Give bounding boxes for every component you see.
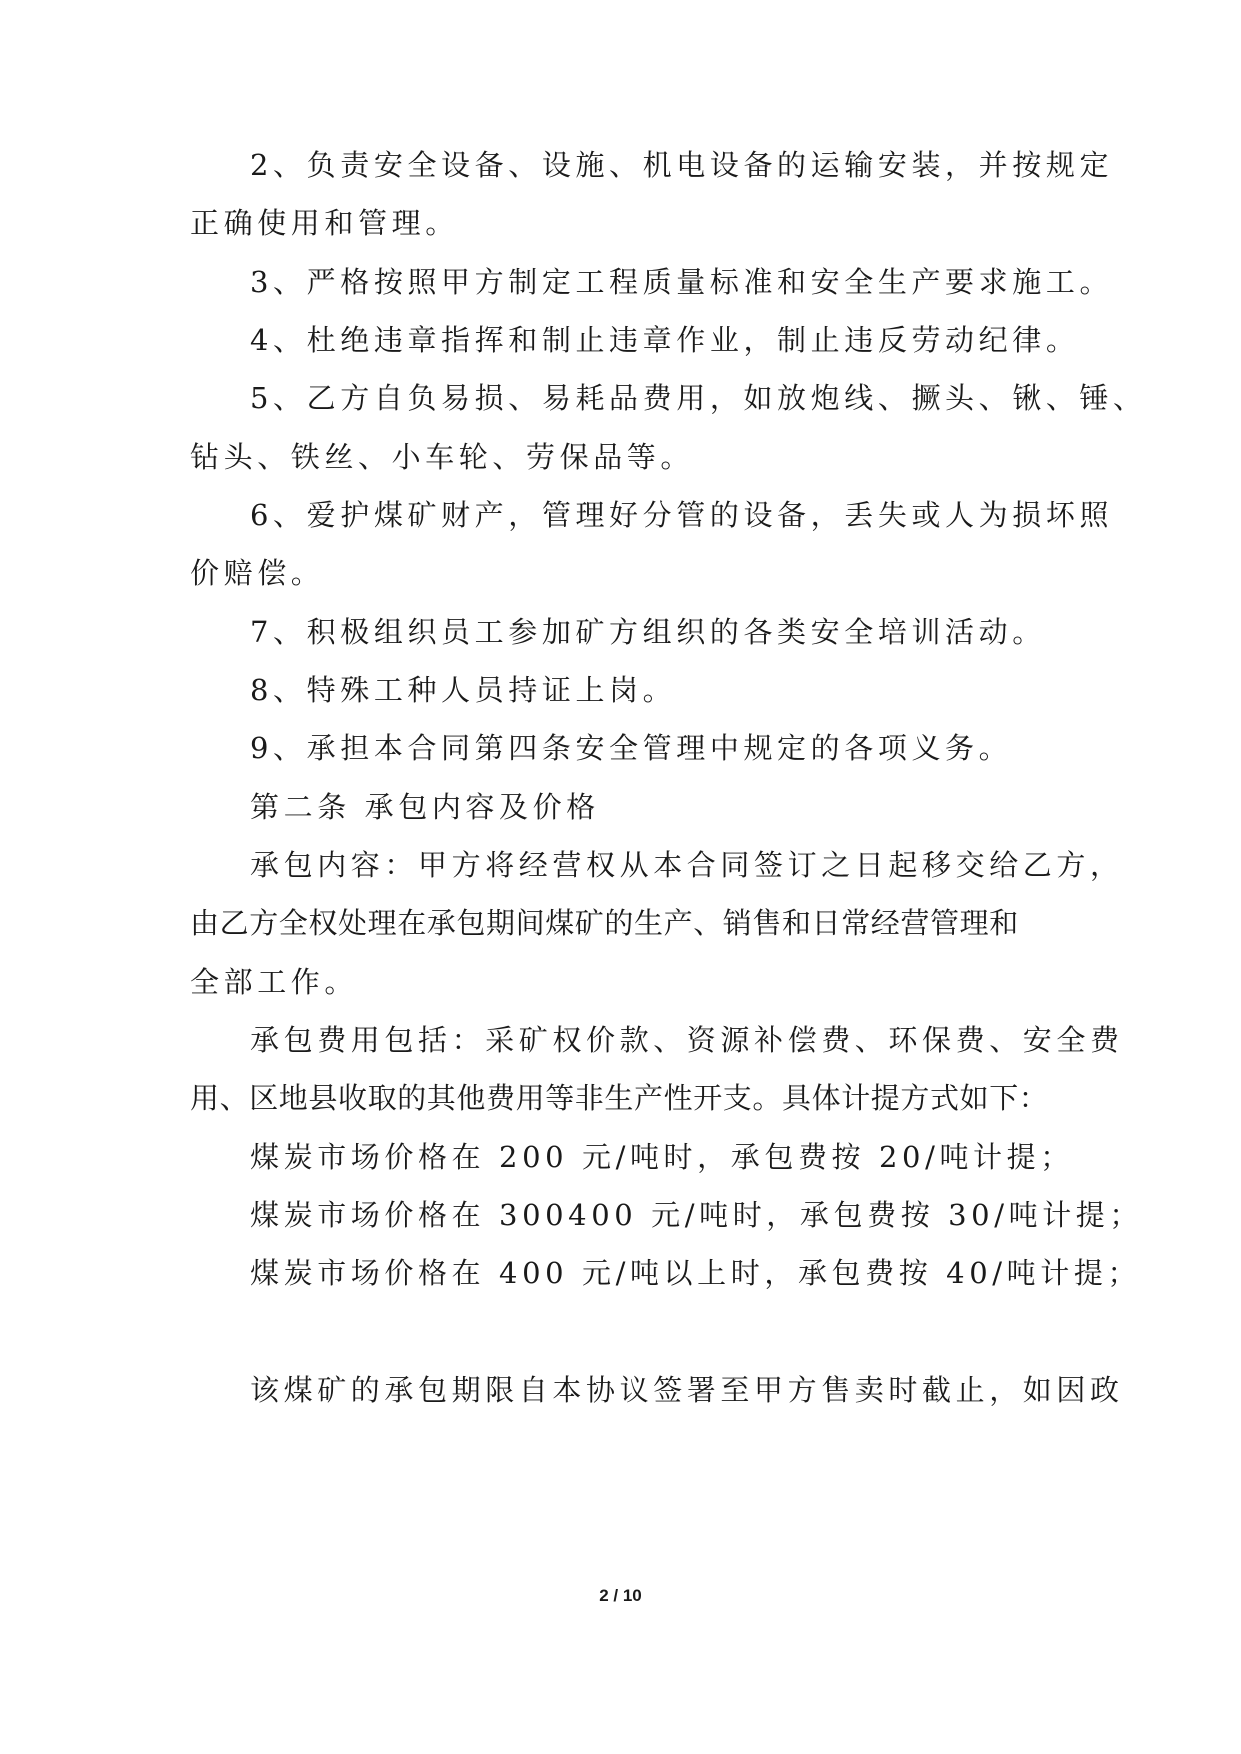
- paragraph-line: 由乙方全权处理在承包期间煤矿的生产、销售和日常经营管理和: [190, 906, 1019, 940]
- page-number: 2 / 10: [599, 1586, 642, 1605]
- paragraph-line: 4、杜绝违章指挥和制止违章作业，制止违反劳动纪律。: [250, 323, 1080, 357]
- paragraph-line: 正确使用和管理。: [190, 206, 459, 240]
- section-heading: 第二条 承包内容及价格: [250, 790, 600, 824]
- paragraph-line: 2、负责安全设备、设施、机电设备的运输安装，并按规定: [250, 148, 1114, 182]
- paragraph-line: 价赔偿。: [190, 556, 325, 590]
- paragraph-line: 承包费用包括：采矿权价款、资源补偿费、环保费、安全费: [250, 1023, 1124, 1057]
- paragraph-line: 7、积极组织员工参加矿方组织的各类安全培训活动。: [250, 615, 1046, 649]
- paragraph-line: 3、严格按照甲方制定工程质量标准和安全生产要求施工。: [250, 265, 1114, 299]
- paragraph-line: 用、区地县收取的其他费用等非生产性开支。具体计提方式如下：: [190, 1081, 1049, 1115]
- paragraph-line: 9、承担本合同第四条安全管理中规定的各项义务。: [250, 731, 1013, 765]
- paragraph-line: 该煤矿的承包期限自本协议签署至甲方售卖时截止，如因政: [250, 1373, 1124, 1407]
- paragraph-line: 8、特殊工种人员持证上岗。: [250, 673, 677, 707]
- paragraph-line: 6、爱护煤矿财产，管理好分管的设备，丢失或人为损坏照: [250, 498, 1114, 532]
- paragraph-line: 钻头、铁丝、小车轮、劳保品等。: [190, 440, 695, 474]
- paragraph-line: 煤炭市场价格在 300400 元/吨时，承包费按 30/吨计提；: [250, 1198, 1144, 1232]
- paragraph-line: 全部工作。: [190, 965, 359, 999]
- paragraph-line: 煤炭市场价格在 200 元/吨时，承包费按 20/吨计提；: [250, 1140, 1074, 1174]
- paragraph-line: 承包内容：甲方将经营权从本合同签订之日起移交给乙方，: [250, 848, 1124, 882]
- paragraph-line: 煤炭市场价格在 400 元/吨以上时，承包费按 40/吨计提；: [250, 1256, 1142, 1290]
- paragraph-line: 5、乙方自负易损、易耗品费用，如放炮线、撅头、锹、锤、: [250, 381, 1147, 415]
